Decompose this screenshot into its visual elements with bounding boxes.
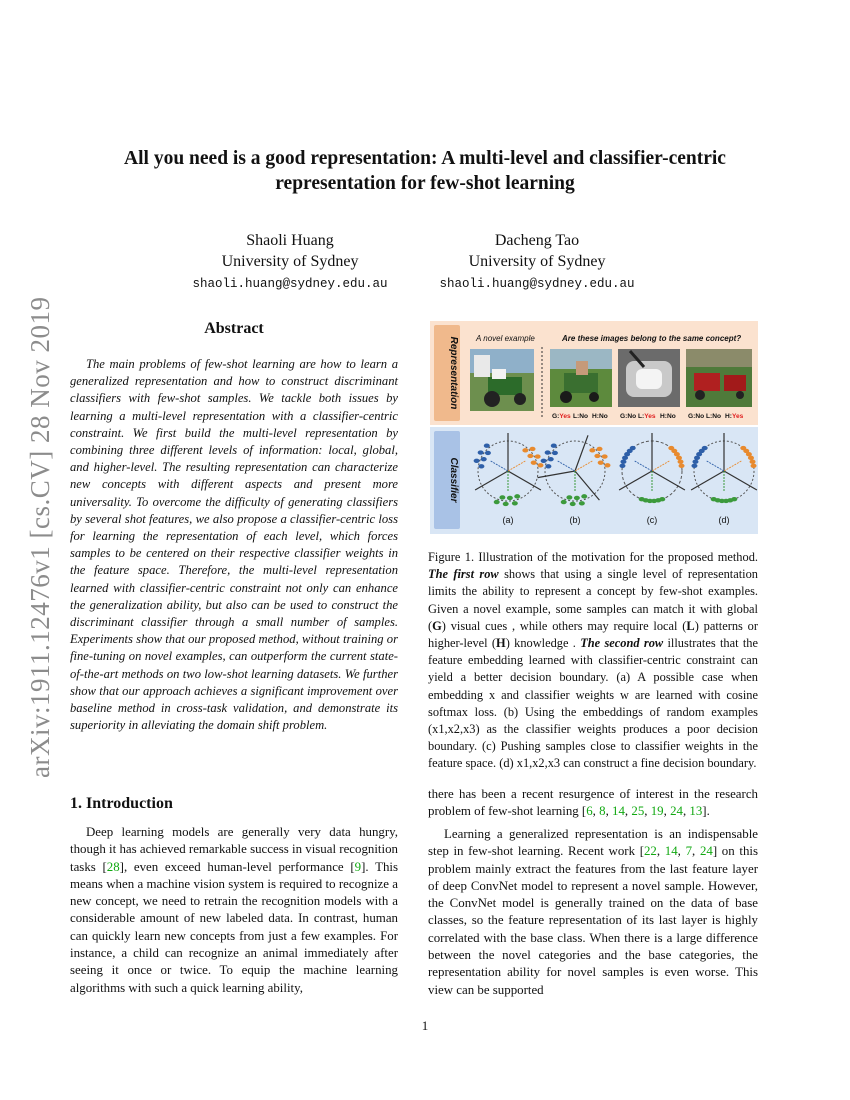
sample-point [548,457,554,461]
comparison-photo-3 [686,349,752,407]
sample-point [620,460,626,464]
citation-link[interactable]: 24 [670,804,683,819]
sample-point [503,502,509,506]
citation-link[interactable]: 22 [643,844,657,859]
sample-point [478,450,484,454]
title-line-1: All you need is a good representation: A multi-level and classifier-centric [124,148,726,169]
sample-point [594,454,600,458]
svg-text:L:No: L:No [573,413,589,420]
sample-point [579,501,585,505]
novel-example-photo [470,349,534,411]
sample-point [751,464,757,468]
figure-1 [430,321,758,534]
sample-point [531,460,537,464]
svg-text:G:Yes: G:Yes [552,413,571,420]
citation-link[interactable]: 25 [631,804,645,819]
right-column-paragraph-2: Learning a generalized representation is an indispensable step in few-shot learning. Recent work [22, 14, 7, 24] on this problem mainly extract the features from the last feature layer of deep ConvNet model to represent a novel sample. However, the ConvNet model is generally trained on the data of base classes, so the feature representation of its last layer is highly correlated with the base class. When there is a large difference between the novel categories and the base categories, the representation ability for novel samples is even worse. This view can be supported [428,827,758,997]
sample-point [485,451,491,455]
abstract-text: The main problems of few-shot learning are how to learn a generalized representation and how to construct discriminant classifiers with few-shot samples. We tackle both issues by learning a multi-level representation with a classifier-centric constraint. We first build the multi-level representation by combining three different levels of information: local, global, and higher-level. The resulting representation can characterize new concepts with different aspects and present more universality. To overcome the difficulty of generating classifiers by several shot features, we also propose a classifier-centric loss for learning the representation of each level, which forces samples to be centered on their respective classifier weights in the feature space. Therefore, the multi-level representation learned with classifier-centric constraint not only can enhance the generalization ability, but also can be used to construct the discriminant classifier through a small number of samples. Experiments show that our proposed method, without training or fine-tuning on novel examples, can outperform the current state-of-the-art methods on two low-shot learning datasets. We further show that our approach achieves a significant improvement over baseline method in cross-task validation, and demonstrate its superiority in alleviating the domain shift problem. [70,357,398,733]
citation-link[interactable]: 14 [612,804,625,819]
photo-2-labels [620,413,676,420]
panel-label-a: (a) [502,515,514,525]
page-number: 1 [421,1018,429,1033]
author-email[interactable]: shaoli.huang@sydney.edu.au [192,277,388,291]
sample-point [566,495,572,499]
svg-text:H:No: H:No [592,413,608,420]
sample-point [530,447,536,451]
sample-point [676,456,682,460]
sample-point [702,446,708,450]
author-name: Dacheng Tao [494,232,580,249]
citation-list: 22, 14, 7, 24 [643,844,713,859]
citation-link[interactable]: 7 [685,844,693,859]
sample-point [691,464,697,468]
citation-link[interactable]: 8 [599,804,606,819]
svg-text:G:No: G:No [688,413,705,420]
arxiv-stamp: arXiv:1911.12476v1 [cs.CV] 28 Nov 2019 [25,296,55,778]
sample-point [514,494,520,498]
svg-text:L:Yes: L:Yes [638,413,656,420]
sample-point [474,459,480,463]
classifier-row-label: Classifier [448,457,459,503]
citation-list: 6, 8, 14, 25, 19, 24, 13 [586,804,703,819]
caption-first-row: The first row [428,567,499,582]
panel-label-c: (c) [646,515,658,525]
sample-point [535,454,541,458]
sample-point [537,463,543,467]
citation-link[interactable]: 6 [586,804,593,819]
svg-text:H:Yes: H:Yes [725,413,744,420]
svg-text:L:No: L:No [706,413,722,420]
sample-point [478,464,484,468]
sample-point [711,497,717,501]
sample-point [589,448,595,452]
sample-point [494,500,500,504]
sample-point [619,464,625,468]
sample-point [481,457,487,461]
sample-point [574,496,580,500]
panel-label-b: (b) [569,515,581,525]
svg-text:G:No: G:No [620,413,637,420]
introduction-heading: 1. Introduction [70,795,173,812]
sample-point [604,463,610,467]
panel-label-d: (d) [718,515,730,525]
figure-1-illustration [430,321,758,534]
sample-point [750,460,756,464]
photo-1-labels [552,413,608,420]
sample-point [512,501,518,505]
sample-point [639,497,645,501]
sample-point [692,460,698,464]
author-name: Shaoli Huang [246,232,334,249]
citation-link[interactable]: 24 [699,844,713,859]
sample-point [499,495,505,499]
photo-3-labels [688,413,744,420]
sample-point [602,454,608,458]
sample-point [551,444,557,448]
title-line-2: representation for few-shot learning [275,173,575,194]
figure-1-caption: Figure 1. Illustration of the motivation for the proposed method. The first row shows that using a single level of representation limits the ability to represent a concept by few-shot examples. Given a novel example, some samples can match it with global (G) visual cues , while others may require local (L) patterns or higher-level (H) knowledge . The second row illustrates that the feature embedding learned with classifier-centric constraint can yield a better decision boundary. (a) A possible case when embedding x and classifier weights w are learned with cosine softmax loss. (b) Using the embeddings of random examples (x1,x2,x3) as the classifier weights produces a poor decision boundary. (c) Pushing samples close to classifier weights in the feature space. (d) x1,x2,x3 can construct a fine decision boundary. [428,550,759,771]
sample-point [570,502,576,506]
caption-second-row: The second row [580,636,664,651]
sample-point [522,448,528,452]
author-email[interactable]: shaoli.huang@sydney.edu.au [439,277,635,291]
representation-row-label: Representation [448,336,459,410]
right-column-paragraph-1: there has been a recent resurgence of interest in the research problem of few-shot learning [6, 8, 14, 25, 19, 24, 13]. [428,787,758,819]
question-label: Are these images belong to the same concept? [562,334,742,343]
sample-point [561,500,567,504]
citation-link[interactable]: 19 [650,804,664,819]
introduction-paragraph-1: Deep learning models are generally very data hungry, though it has achieved remarkable success in visual recognition tasks [28], even exceed human-level performance [9]. This means when a machine vision system is required to recognize a new concept, we need to retrain the recognition models with a considerable amount of new labeled data. In contrast, human can quickly learn new concepts from just a few examples. For instance, a child can recognize an animal immediately after seeing it once or twice. To equip the machine learning algorithms with such a quick learning ability, [70,825,398,995]
paper-title [90,146,760,196]
citation-link[interactable]: 28 [106,859,120,874]
citation-link[interactable]: 9 [354,859,362,874]
sample-point [598,460,604,464]
citation-link[interactable]: 13 [689,804,703,819]
sample-point [581,494,587,498]
sample-point [748,456,754,460]
comparison-photo-1 [550,349,612,407]
sample-point [507,496,513,500]
sample-point [630,446,636,450]
author-block-1 [160,230,420,295]
sample-point [545,464,551,468]
sample-point [541,459,547,463]
sample-point [678,460,684,464]
sample-point [679,464,685,468]
citation-link[interactable]: 14 [664,844,678,859]
sample-point [484,444,490,448]
comparison-photo-2 [618,349,680,407]
abstract-heading: Abstract [204,320,264,337]
sample-point [545,450,551,454]
sample-point [552,451,558,455]
author-block-2 [407,230,667,295]
novel-example-label: A novel example [476,334,535,343]
author-affiliation: University of Sydney [221,253,359,270]
sample-point [527,454,533,458]
author-affiliation: University of Sydney [468,253,606,270]
sample-point [597,447,603,451]
svg-text:H:No: H:No [660,413,676,420]
